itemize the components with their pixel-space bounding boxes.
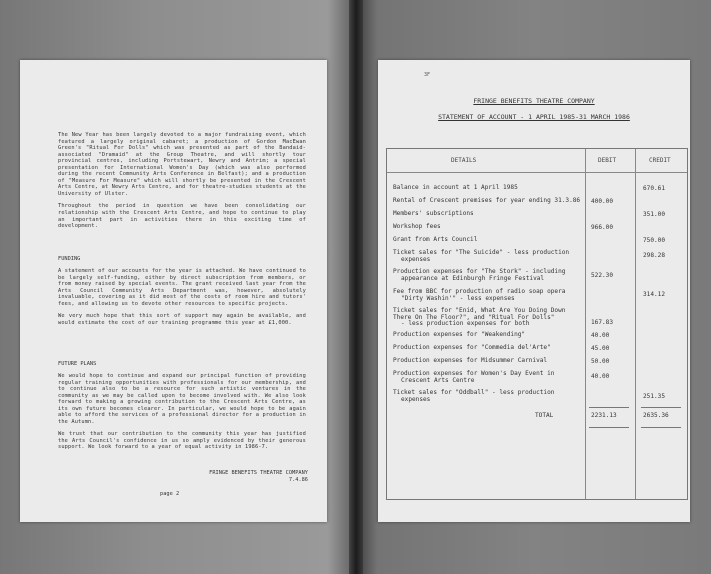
intro-paragraph-1: The New Year has been largely devoted to a major fundraising event, which featured a largely original cabaret; a production of Gordon MacEwan Green's "Ritual For Dolls" which was presented as part of the Bandaid-associated "Dramaid" at the Group Theatre, and will shortly tour provincial centres, including Portstewart, Newry and Antrim; a special presentation for International Women's Day (which was also performed during the recent Community Arts Conference in Belfast); and a production of "Measure For Measure" which will shortly be presented in the Crescent Arts Centre, at Newry Arts Centre, and for theatre-studies students at the University of Ulster. bbox=[58, 132, 306, 197]
table-row-details bbox=[393, 308, 585, 328]
debit-column-divider bbox=[585, 149, 586, 499]
funding-paragraph-2: We very much hope that this sort of support may again be available, and would estimate the cost of our training programme this year at £1,000. bbox=[58, 313, 306, 326]
total-credit: 2635.36 bbox=[643, 412, 669, 419]
funding-heading: FUNDING bbox=[58, 256, 81, 262]
header-divider bbox=[387, 172, 687, 173]
table-row-details-line2: expenses bbox=[401, 395, 431, 403]
table-row-debit: 40.00 bbox=[591, 332, 610, 339]
account-table bbox=[386, 148, 688, 500]
binding-spine bbox=[349, 0, 363, 574]
signature-date: 7.4.86 bbox=[288, 477, 308, 483]
total-label: TOTAL bbox=[535, 412, 554, 419]
right-page bbox=[378, 60, 690, 522]
intro-paragraph-2: Throughout the period in question we have been consolidating our relationship with the Crescent Arts Centre, and hope to continue to play an important part in activities there in this exciting time of development. bbox=[58, 203, 306, 230]
statement-title bbox=[378, 113, 690, 121]
table-row-details-line2: - less production expenses for both bbox=[401, 320, 530, 328]
table-row-details: Grant from Arts Council bbox=[393, 236, 478, 243]
table-row-details: Rental of Crescent premises for year ending 31.3.86 bbox=[393, 197, 581, 204]
table-row-debit: 40.00 bbox=[591, 373, 610, 380]
signature-company: FRINGE BENEFITS THEATRE COMPANY bbox=[209, 470, 308, 476]
funding-paragraph-1: A statement of our accounts for the year is attached. We have continued to be largely self-funding, either by direct subscription from members, or from money raised by special events. The grant received last year from the Arts Council Community Arts Department was, however, absolutely invaluable, covering as it did most of the costs of room hire and tutors' fees, and allowing us to devote other resources to specific projects. bbox=[58, 268, 306, 307]
signature-block bbox=[190, 470, 308, 484]
debit-subtotal-rule bbox=[589, 407, 629, 408]
table-row-details-line2: Crescent Arts Centre bbox=[401, 376, 475, 384]
table-row-details-line2: appearance at Edinburgh Fringe Festival bbox=[401, 274, 545, 282]
table-row-details: Production expenses for Midsummer Carnival bbox=[393, 357, 548, 364]
table-row-debit: 167.83 bbox=[591, 319, 614, 326]
company-title-text: FRINGE BENEFITS THEATRE COMPANY bbox=[473, 97, 595, 105]
corner-mark: 3F bbox=[424, 72, 431, 78]
table-row-details-line2: "Dirty Washin'" - less expenses bbox=[401, 294, 515, 302]
future-plans-heading: FUTURE PLANS bbox=[58, 361, 97, 367]
credit-column-divider bbox=[635, 149, 636, 499]
table-row-details-line1: Ticket sales for "The Suicide" - less production bbox=[393, 249, 570, 256]
intro-text bbox=[58, 132, 306, 230]
table-row-credit: 670.61 bbox=[643, 185, 666, 192]
debit-column-header: DEBIT bbox=[598, 157, 617, 164]
table-row-debit: 522.30 bbox=[591, 272, 614, 279]
table-row-credit: 314.12 bbox=[643, 291, 666, 298]
table-row-credit: 750.00 bbox=[643, 237, 666, 244]
table-row-details: Production expenses for "Commedia del'Arte" bbox=[393, 344, 551, 351]
statement-title-text: STATEMENT OF ACCOUNT - 1 APRIL 1985-31 MARCH 1986 bbox=[438, 113, 630, 121]
left-page bbox=[20, 60, 327, 522]
total-debit: 2231.13 bbox=[591, 412, 617, 419]
table-row-details-line1: Ticket sales for "Oddball" - less production bbox=[393, 389, 555, 396]
table-row-credit: 251.35 bbox=[643, 393, 666, 400]
table-row-details: Balance in account at 1 April 1985 bbox=[393, 184, 518, 191]
future-paragraph-1: We would hope to continue and expand our principal function of providing regular training opportunities with professionals for our membership, and to continue also to be a resource for such artistic ventures in the community as we may be called upon to become involved with. We also look forward to making a growing contribution to the Crescent Arts Centre, as its own future becomes clearer. In particular, we would hope to be again able to afford the services of a professional director for a production in the Autumn. bbox=[58, 373, 306, 425]
table-row-details: Members' subscriptions bbox=[393, 210, 474, 217]
page-number: page 2 bbox=[160, 491, 180, 497]
credit-column-header: CREDIT bbox=[649, 157, 671, 164]
table-row-details-line2: expenses bbox=[401, 255, 431, 263]
table-row-details-line1: Ticket sales for "Enid, What Are You Doing Down There On The Floor?", and "Ritual For Dolls" bbox=[393, 307, 566, 321]
table-row-details bbox=[393, 390, 585, 403]
table-row-details-line1: Fee from BBC for production of radio soap opera bbox=[393, 288, 566, 295]
funding-text bbox=[58, 268, 306, 326]
credit-subtotal-rule bbox=[641, 407, 681, 408]
table-row-debit: 966.00 bbox=[591, 224, 614, 231]
table-row-details-line1: Production expenses for Women's Day Event in bbox=[393, 370, 555, 377]
table-row-debit: 45.00 bbox=[591, 345, 610, 352]
table-row-credit: 298.28 bbox=[643, 252, 666, 259]
future-plans-text bbox=[58, 373, 306, 451]
company-title bbox=[378, 97, 690, 105]
table-row-details bbox=[393, 371, 585, 384]
details-column-header: DETAILS bbox=[451, 157, 477, 164]
future-paragraph-2: We trust that our contribution to the community this year has justified the Arts Council's confidence in us so amply evidenced by their generous support. We look forward to a year of equal activity in 1986-7. bbox=[58, 431, 306, 451]
table-row-details: Workshop fees bbox=[393, 223, 441, 230]
table-row-details: Production expenses for "Weakending" bbox=[393, 331, 526, 338]
table-row-debit: 50.00 bbox=[591, 358, 610, 365]
debit-total-rule bbox=[589, 427, 629, 428]
table-row-details bbox=[393, 269, 585, 282]
table-row-credit: 351.00 bbox=[643, 211, 666, 218]
credit-total-rule bbox=[641, 427, 681, 428]
table-row-debit: 400.00 bbox=[591, 198, 614, 205]
table-row-details bbox=[393, 289, 585, 302]
table-row-details bbox=[393, 250, 585, 263]
table-row-details-line1: Production expenses for "The Stork" - including bbox=[393, 268, 566, 275]
